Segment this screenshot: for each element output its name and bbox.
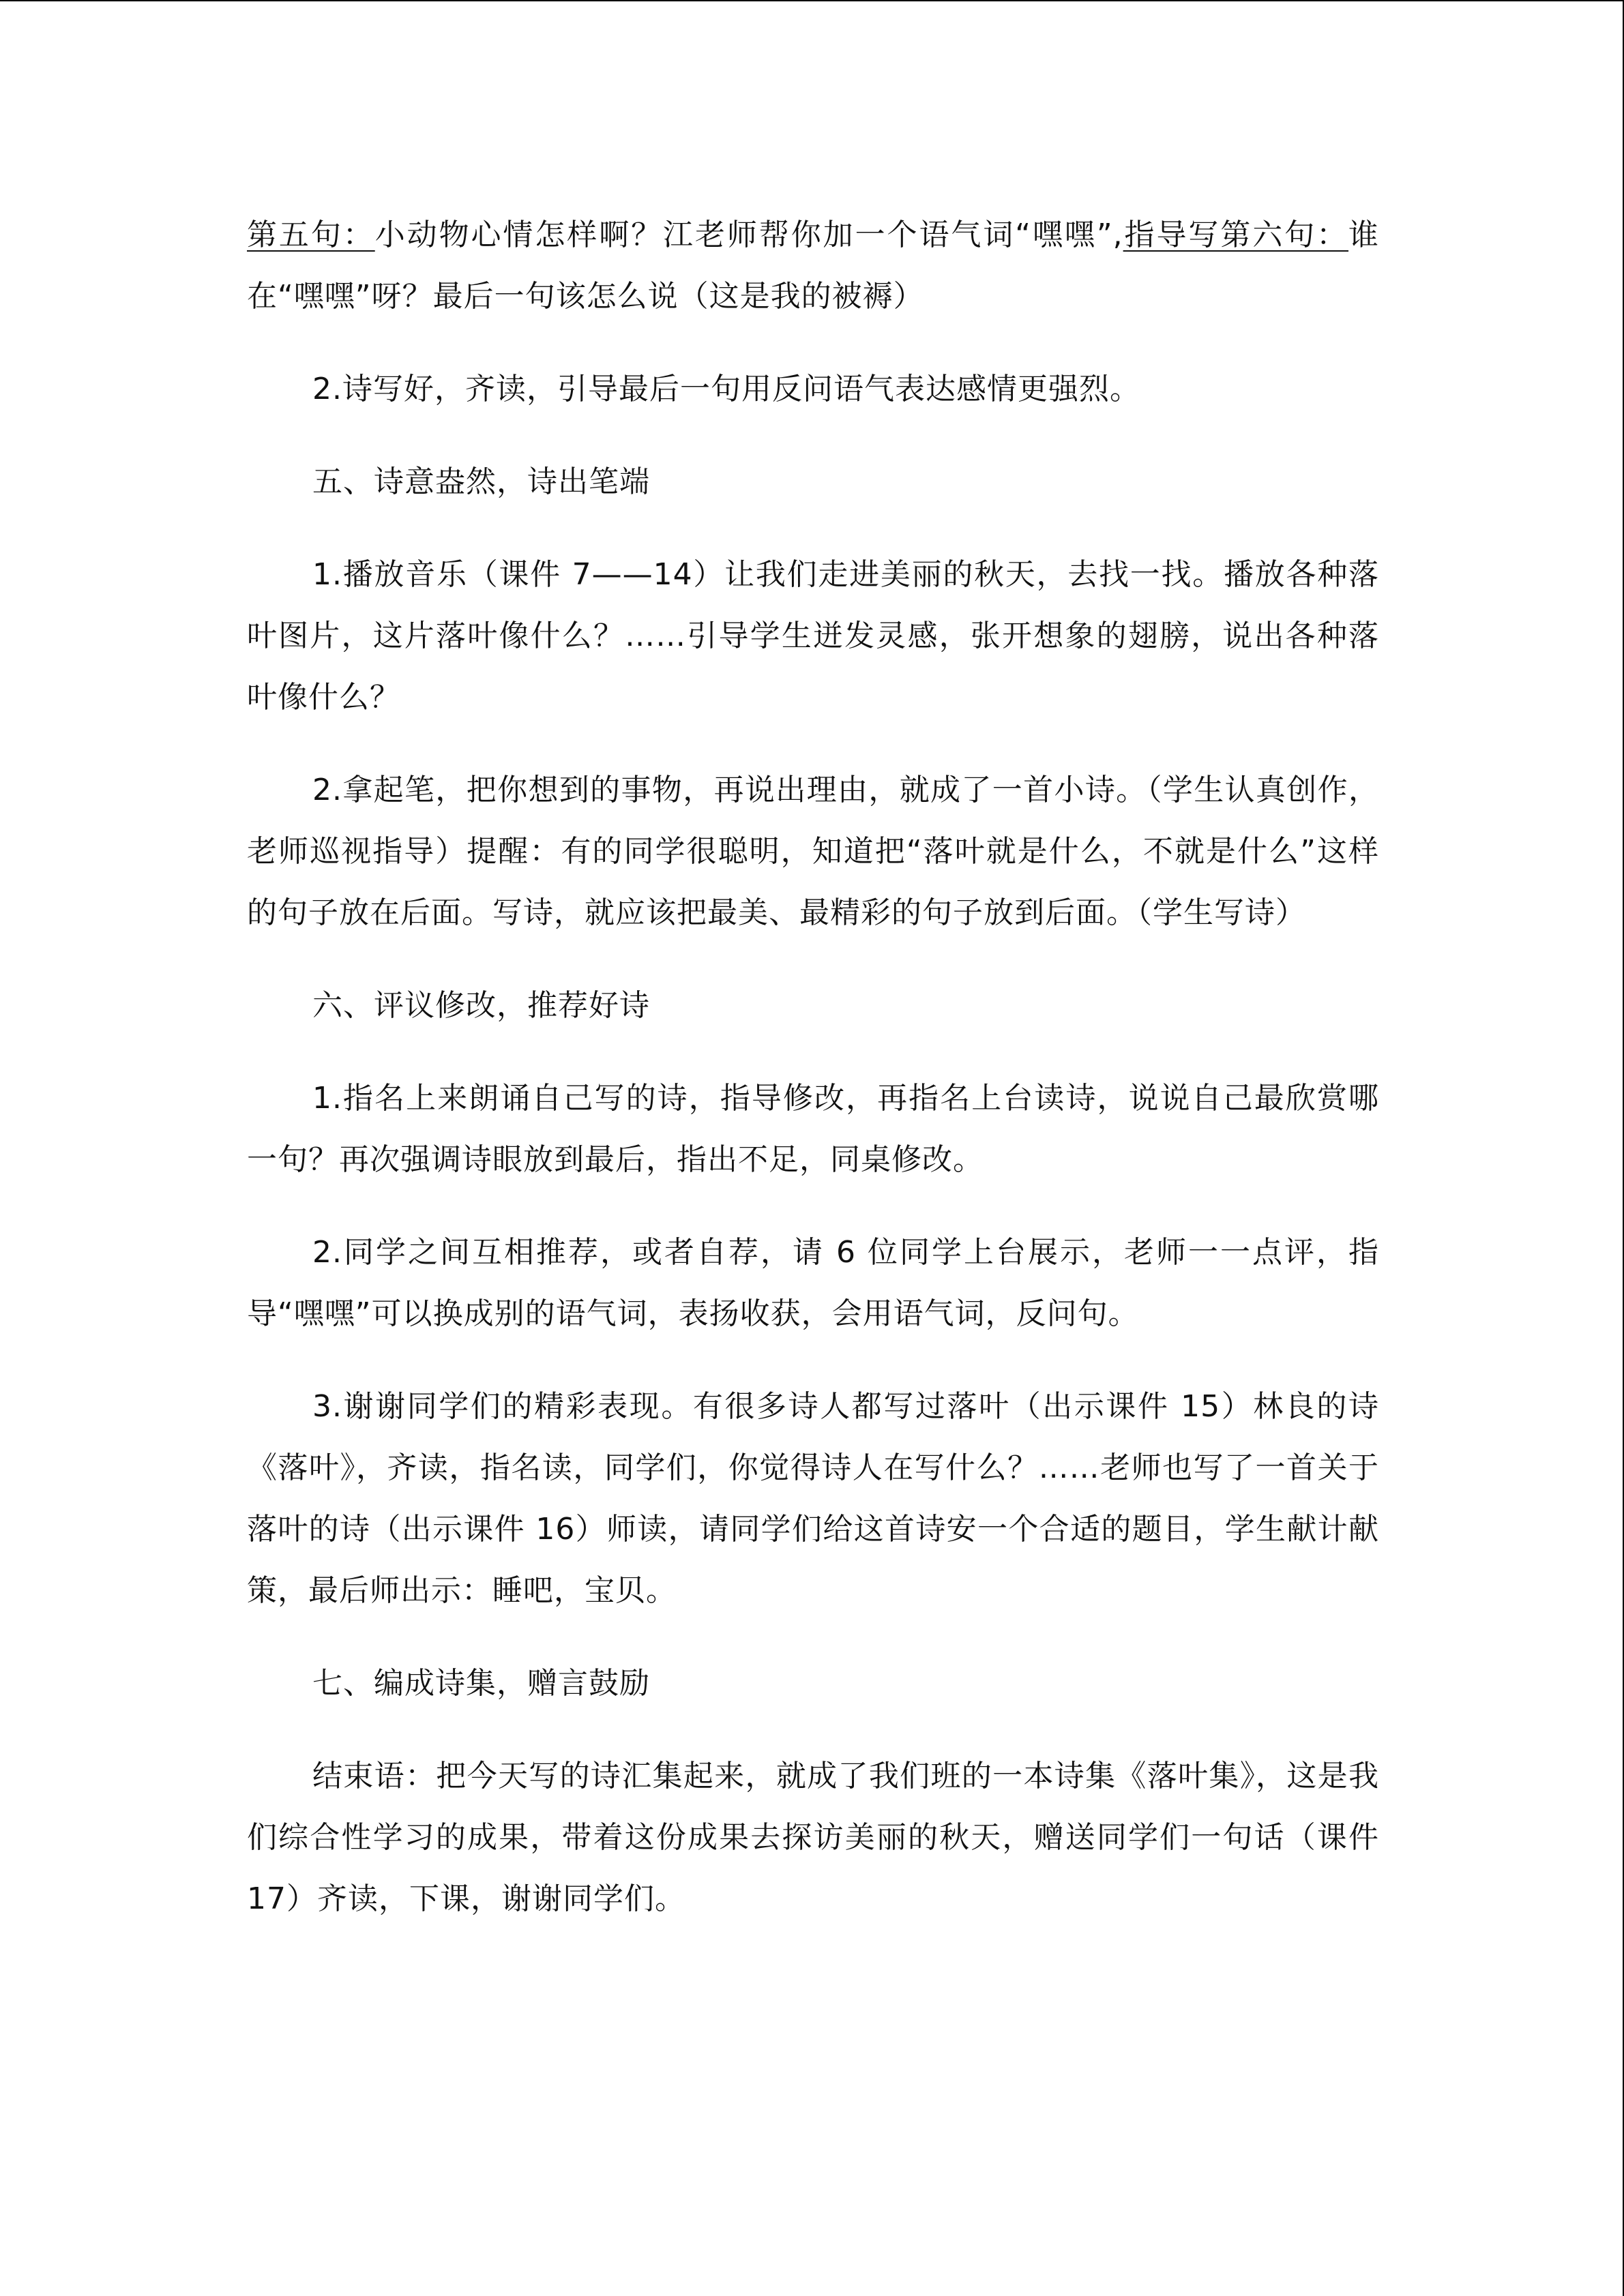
- paragraph-fifth-sentence: [247, 205, 1379, 327]
- paragraph: 2.同学之间互相推荐，或者自荐，请 6 位同学上台展示，老师一一点评，指导“嘿嘿”可以换成别的语气词，表扬收获，会用语气词，反问句。: [247, 1235, 1379, 1331]
- section-heading-seven: 七、编成诗集，赠言鼓励: [312, 1666, 650, 1701]
- underlined-label-fifth-sentence: 第五句：: [247, 218, 375, 252]
- paragraph: 1.播放音乐（课件 7——14）让我们走进美丽的秋天，去找一找。播放各种落叶图片，这片落叶像什么？……引导学生迸发灵感，张开想象的翅膀，说出各种落叶像什么？: [247, 557, 1379, 715]
- paragraph: 1.指名上来朗诵自己写的诗，指导修改，再指名上台读诗，说说自己最欣赏哪一句？再次强调诗眼放到最后，指出不足，同桌修改。: [247, 1081, 1379, 1177]
- paragraph: 2.拿起笔，把你想到的事物，再说出理由，就成了一首小诗。（学生认真创作，老师巡视指导）提醒：有的同学很聪明，知道把“落叶就是什么，不就是什么”这样的句子放在后面。写诗，就应该把最美、最精彩的句子放到后面。（学生写诗）: [247, 773, 1379, 930]
- paragraph: 3.谢谢同学们的精彩表现。有很多诗人都写过落叶（出示课件 15）林良的诗《落叶》，齐读，指名读，同学们，你觉得诗人在写什么？……老师也写了一首关于落叶的诗（出示课件 16）师读，请同学们给这首诗安一个合适的题目，学生献计献策，最后师出示：睡吧，宝贝。: [247, 1389, 1379, 1608]
- paragraph-closing: 结束语：把今天写的诗汇集起来，就成了我们班的一本诗集《落叶集》，这是我们综合性学习的成果，带着这份成果去探访美丽的秋天，赠送同学们一句话（课件 17）齐读，下课，谢谢同学们。: [247, 1759, 1379, 1916]
- document-body: [247, 205, 1379, 1961]
- section-heading-five: 五、诗意盎然，诗出笔端: [312, 464, 650, 499]
- underlined-label-sixth-sentence: 指导写第六句：: [1123, 218, 1349, 252]
- paragraph: 2.诗写好，齐读，引导最后一句用反问语气表达感情更强烈。: [312, 372, 1140, 406]
- paragraph-text: 谁在“嘿嘿”呀？最后一句该怎么说（这是我的被褥）: [247, 218, 1380, 314]
- paragraph-text: 小动物心情怎样啊？江老师帮你加一个语气词“嘿嘿”,: [374, 218, 1123, 252]
- section-heading-six: 六、评议修改，推荐好诗: [312, 988, 650, 1023]
